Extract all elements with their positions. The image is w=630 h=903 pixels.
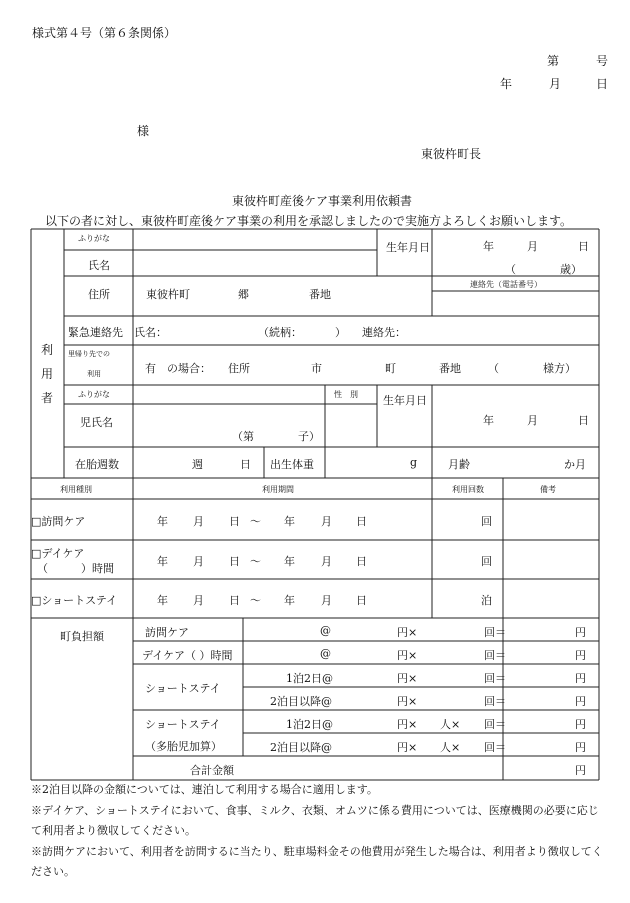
gestation-week: 週 bbox=[192, 458, 203, 471]
usage-unit-nights: 泊 bbox=[481, 594, 492, 607]
burden-kai-eq: 回＝ bbox=[484, 695, 506, 708]
gestation-day: 日 bbox=[240, 458, 251, 471]
usage-type-short-stay: □ショートステイ bbox=[31, 594, 118, 607]
burden-category: ショートステイ bbox=[145, 682, 221, 695]
address-label: 住所 bbox=[88, 288, 110, 301]
birth-year-label: 年 bbox=[483, 240, 494, 253]
burden-kai-eq: 回＝ bbox=[484, 741, 506, 754]
burden-yen-times: 円× bbox=[397, 718, 418, 731]
homecoming-banchi: 番地 bbox=[439, 362, 461, 375]
homecoming-open-paren: （ bbox=[488, 362, 499, 375]
period-end-year: 年 bbox=[284, 515, 295, 528]
period-end-year: 年 bbox=[284, 555, 295, 568]
child-birth-day: 日 bbox=[578, 414, 589, 427]
total-label: 合計金額 bbox=[190, 764, 234, 777]
emergency-relation-close: ） bbox=[335, 326, 346, 339]
period-tilde: 〜 bbox=[250, 515, 261, 528]
period-start-day: 日 bbox=[229, 555, 240, 568]
burden-kai-eq: 回＝ bbox=[484, 649, 506, 662]
form-number: 様式第４号（第６条関係） bbox=[32, 26, 177, 40]
usage-header-count: 利用回数 bbox=[452, 485, 484, 494]
burden-kai-eq: 回＝ bbox=[484, 626, 506, 639]
total-yen: 円 bbox=[575, 764, 586, 777]
burden-yen: 円 bbox=[575, 672, 586, 685]
usage-type-day-care-hours: （ ）時間 bbox=[37, 562, 114, 575]
burden-people: 人× bbox=[440, 741, 461, 754]
homecoming-city: 市 bbox=[311, 362, 322, 375]
period-tilde: 〜 bbox=[250, 555, 261, 568]
name-label: 氏名 bbox=[88, 259, 110, 272]
burden-yen-times: 円× bbox=[397, 741, 418, 754]
period-start-day: 日 bbox=[229, 594, 240, 607]
child-birth-month: 月 bbox=[527, 414, 538, 427]
user-section-label: 利用者 bbox=[40, 343, 53, 405]
child-furigana-label: ふりがな bbox=[78, 390, 110, 399]
period-end-month: 月 bbox=[321, 594, 332, 607]
birth-date-label: 生年月日 bbox=[386, 241, 430, 254]
period-end-day: 日 bbox=[356, 515, 367, 528]
gestation-label: 在胎週数 bbox=[75, 458, 119, 471]
issuer: 東彼杵町長 bbox=[421, 147, 482, 161]
burden-yen-times: 円× bbox=[397, 695, 418, 708]
burden-yen-times: 円× bbox=[397, 626, 418, 639]
intro-text: 以下の者に対し、東彼杵町産後ケア事業の利用を承認しましたので実施方よろしくお願いします。 bbox=[45, 214, 573, 228]
homecoming-address: 住所 bbox=[228, 362, 250, 375]
notes bbox=[31, 780, 606, 883]
burden-category: 訪問ケア bbox=[145, 626, 189, 639]
usage-header-type: 利用種別 bbox=[60, 485, 92, 494]
period-end-month: 月 bbox=[321, 515, 332, 528]
burden-kai-eq: 回＝ bbox=[484, 672, 506, 685]
period-tilde: 〜 bbox=[250, 594, 261, 607]
homecoming-sama: 様方） bbox=[543, 362, 576, 375]
emergency-contact-label: 緊急連絡先 bbox=[68, 326, 123, 339]
child-order: （第 子） bbox=[232, 430, 320, 443]
document-title: 東彼杵町産後ケア事業利用依頼書 bbox=[232, 194, 413, 208]
birth-day-label: 日 bbox=[578, 240, 589, 253]
burden-label: 町負担額 bbox=[60, 630, 104, 643]
burden-sub: 1泊2日@ bbox=[286, 718, 333, 731]
contact-phone-label: 連絡先（電話番号） bbox=[470, 280, 542, 289]
usage-header-remarks: 備考 bbox=[540, 485, 556, 494]
birth-month-label: 月 bbox=[527, 240, 538, 253]
emergency-name-label: 氏名： bbox=[134, 326, 167, 339]
burden-category: ショートステイ bbox=[145, 718, 221, 731]
addressee-sama: 様 bbox=[137, 124, 150, 138]
burden-yen: 円 bbox=[575, 695, 586, 708]
emergency-phone-label: 連絡先： bbox=[362, 326, 406, 339]
burden-yen: 円 bbox=[575, 718, 586, 731]
homecoming-label-1: 里帰り先での bbox=[68, 350, 110, 358]
child-birth-date-label: 生年月日 bbox=[383, 394, 427, 407]
burden-category-sub: （多胎児加算） bbox=[145, 740, 222, 753]
age-months-label: 月齢 bbox=[448, 458, 470, 471]
burden-yen: 円 bbox=[575, 741, 586, 754]
birth-weight-unit: g bbox=[410, 456, 418, 469]
burden-at: @ bbox=[320, 624, 331, 637]
note-2: ※デイケア、ショートステイにおいて、食事、ミルク、衣類、オムツに係る費用については、医療機関の必要に応じて利用者より徴収してください。 bbox=[31, 803, 599, 837]
child-name-label: 児氏名 bbox=[80, 416, 113, 429]
burden-at: @ bbox=[320, 647, 331, 660]
usage-type-day-care: □デイケア bbox=[31, 547, 85, 560]
date-day: 日 bbox=[596, 77, 609, 91]
furigana-label: ふりがな bbox=[78, 234, 110, 243]
burden-sub: 1泊2日@ bbox=[286, 672, 333, 685]
period-start-month: 月 bbox=[193, 515, 204, 528]
burden-yen-times: 円× bbox=[397, 672, 418, 685]
usage-header-period: 利用期間 bbox=[262, 485, 294, 494]
usage-unit-visits: 回 bbox=[481, 515, 492, 528]
burden-sub: 2泊目以降@ bbox=[270, 695, 332, 708]
burden-people: 人× bbox=[440, 718, 461, 731]
homecoming-yes: 有 の場合： bbox=[145, 362, 211, 375]
child-birth-year: 年 bbox=[483, 414, 494, 427]
note-3: ※訪問ケアにおいて、利用者を訪問するに当たり、駐車場料金その他費用が発生した場合は、利用者より徴収してください。 bbox=[31, 844, 603, 878]
burden-yen: 円 bbox=[575, 649, 586, 662]
period-start-month: 月 bbox=[193, 555, 204, 568]
period-start-year: 年 bbox=[157, 555, 168, 568]
address-go: 郷 bbox=[238, 288, 249, 301]
homecoming-label-2: 利用 bbox=[87, 370, 101, 378]
emergency-relation-label: （続柄： bbox=[258, 326, 302, 339]
birth-weight-label: 出生体重 bbox=[270, 458, 314, 471]
period-start-year: 年 bbox=[157, 594, 168, 607]
burden-yen-times: 円× bbox=[397, 649, 418, 662]
period-start-year: 年 bbox=[157, 515, 168, 528]
period-end-day: 日 bbox=[356, 594, 367, 607]
burden-sub: 2泊目以降@ bbox=[270, 741, 332, 754]
period-start-month: 月 bbox=[193, 594, 204, 607]
burden-kai-eq: 回＝ bbox=[484, 718, 506, 731]
number-go: 号 bbox=[596, 54, 609, 68]
period-start-day: 日 bbox=[229, 515, 240, 528]
age-label: （ 歳） bbox=[505, 263, 582, 276]
address-town: 東彼杵町 bbox=[146, 288, 190, 301]
address-banchi: 番地 bbox=[309, 288, 331, 301]
age-months-unit: か月 bbox=[564, 458, 586, 471]
burden-yen: 円 bbox=[575, 626, 586, 639]
date-year: 年 bbox=[500, 77, 513, 91]
usage-unit-visits: 回 bbox=[481, 555, 492, 568]
note-1: ※2泊目以降の金額については、連泊して利用する場合に適用します。 bbox=[31, 783, 378, 796]
period-end-year: 年 bbox=[284, 594, 295, 607]
sex-label: 性 別 bbox=[334, 390, 358, 399]
period-end-day: 日 bbox=[356, 555, 367, 568]
date-month: 月 bbox=[549, 77, 562, 91]
homecoming-town: 町 bbox=[385, 362, 396, 375]
usage-type-home-visit: □訪問ケア bbox=[31, 515, 86, 528]
period-end-month: 月 bbox=[321, 555, 332, 568]
number-dai: 第 bbox=[547, 54, 560, 68]
burden-category: デイケア（ ）時間 bbox=[142, 649, 233, 662]
